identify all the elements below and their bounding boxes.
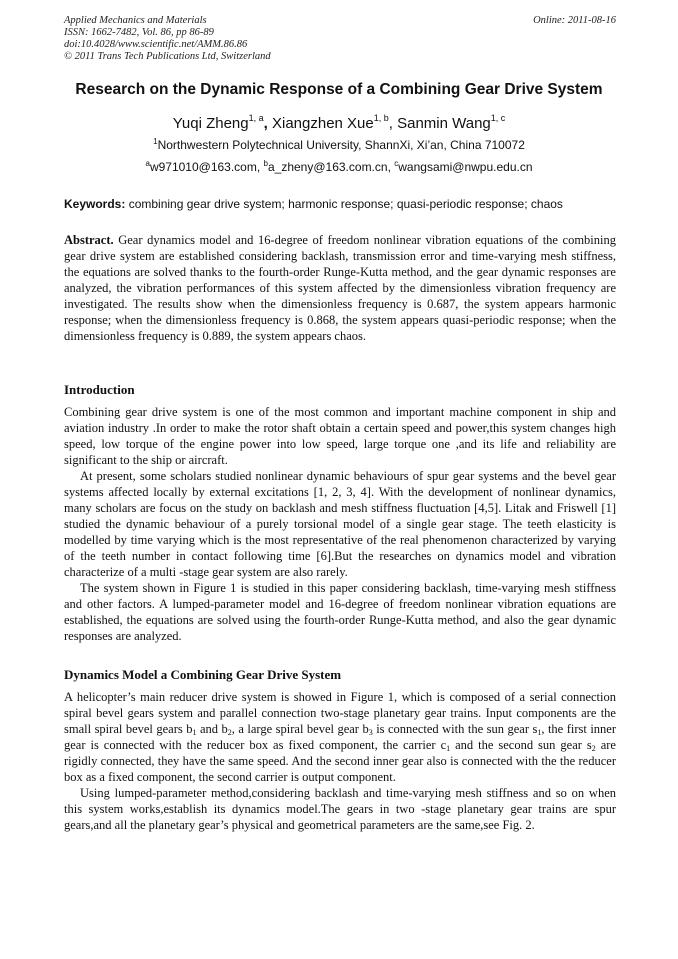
author-affiliation-mark: 1, a [248,113,264,123]
email-mark: b [263,159,268,168]
author-list: Yuqi Zheng$^{1, a}$, Xiangzhen Xue$^{1, b}$, Sanmin Wang$^{1, c}$ [172,113,506,132]
section-heading-dynamics-model: Dynamics Model a Combining Gear Drive System [64,667,342,682]
doi-line: doi:10.4028/www.scientific.net/AMM.86.86 [64,39,248,50]
author-name: Yuqi Zheng [172,115,249,132]
paragraph: The system shown in Figure 1 is studied in this paper considering backlash, time-varying mesh stiffness and other factors. A lumped-parameter model and 16-degree of freedom nonlinear vibration equations are established, the equations are solved using the fourth-order Runge-Kutta method, and also the gear dynamic responses are analyzed. [64,581,616,643]
author-affiliation-mark: 1, c [490,113,506,123]
journal-name: Applied Mechanics and Materials [64,15,207,26]
introduction-body [64,404,616,644]
online-date: Online: 2011-08-16 [533,15,616,26]
abstract [64,232,616,344]
paper-title: Research on the Dynamic Response of a Combining Gear Drive System [75,81,603,98]
author-name: Sanmin Wang [397,115,491,132]
dynamics-body [64,689,616,833]
affiliation-mark: 1 [153,137,158,146]
paragraph: Using lumped-parameter method,considering backlash and time-varying mesh stiffness and so on when this system works,establish its dynamics model.The gears in two -stage planetary gear trains are spur gears,and all the planetary gear’s physical and geometrical parameters are the same,see Fig. 2. [64,786,616,832]
issn-line: ISSN: 1662-7482, Vol. 86, pp 86-89 [64,27,214,38]
abstract-text: Gear dynamics model and 16-degree of freedom nonlinear vibration equations of the combining gear drive system are established considering backlash, transmission error and time-varying mesh stiffness, the equations are solved thanks to the fourth-order Runge-Kutta method, and the gear dynamic responses are analyzed, the vibration performances of this system affected by the dimensionless vibration frequency are investigated. The results show when the dimensionless frequency is 0.687, the system appears harmonic response; when the dimensionless frequency is 0.868, the system appears quasi-periodic response; when the dimensionless frequency is 0.889, the system appears chaos. [64,233,617,343]
email-link[interactable]: wangsami@nwpu.edu.cn [398,160,533,174]
author-affiliation-mark: 1, b [373,113,389,123]
author-emails: $^a$w971010@163.com, $^b$a_zheny@163.com.cn, $^c$wangsami@nwpu.edu.cn [145,159,533,174]
paragraph: Combining gear drive system is one of the most common and important machine component in ship and aviation industry .In order to make the rotor shaft obtain a certain speed and power,this system changes high speed, low torque of the engine power into low speed, large torque one ,and its life and reliability are significant to the ship or aircraft. [64,405,616,467]
affiliation-text: Northwestern Polytechnical University, ShannXi, Xi’an, China 710072 [157,138,525,152]
publication-header [64,15,616,63]
keywords-text: combining gear drive system; harmonic response; quasi-periodic response; chaos [128,197,563,211]
email-link[interactable]: a_zheny@163.com.cn [267,160,388,174]
affiliation [0,137,678,153]
paragraph: At present, some scholars studied nonlinear dynamic behaviours of spur gear systems and the bevel gear systems affected locally by external excitations [1, 2, 3, 4]. With the development of nonlinear dynamics, many scholars are focus on the study on backlash and mesh stiffness fluctuation [4,5]. Litak and Friswell [1] studied the dynamic behaviour of a purely torsional model of a single gear stage. The teeth elasticity is modelled by time varying which is the most representative of the real phenomenon characterized by varying of the teeth number in contact following time [6].But the researches on dynamics model and vibration characterize of a multi -stage gear system are also rarely. [64,469,616,579]
copyright-line: © 2011 Trans Tech Publications Ltd, Switzerland [64,51,271,62]
author-name: Xiangzhen Xue [271,115,374,132]
keywords-label: Keywords: [64,197,126,211]
email-link[interactable]: w971010@163.com [149,160,257,174]
section-heading-introduction: Introduction [64,382,135,397]
abstract-label: Abstract. [64,233,114,247]
email-mark: c [394,159,399,168]
paragraph: A helicopter’s main reducer drive system is showed in Figure 1, which is composed of a serial connection spiral bevel gears system and parallel connection two-stage planetary gear trains. Input components are the small spiral bevel gears $b_1$ and $b_2$, a large spiral bevel gear $b_3$ is connected with the sun gear $s_1$, the first inner gear is connected with the reducer box as fixed component, the carrier $c_1$ and the second sun gear $s_2$ are rigidly connected, they have the same speed. And the second inner gear also is connected with the the reducer box as a fixed component, the second carrier is output component. [64,690,616,784]
email-mark: a [145,159,150,168]
keywords [64,196,616,212]
